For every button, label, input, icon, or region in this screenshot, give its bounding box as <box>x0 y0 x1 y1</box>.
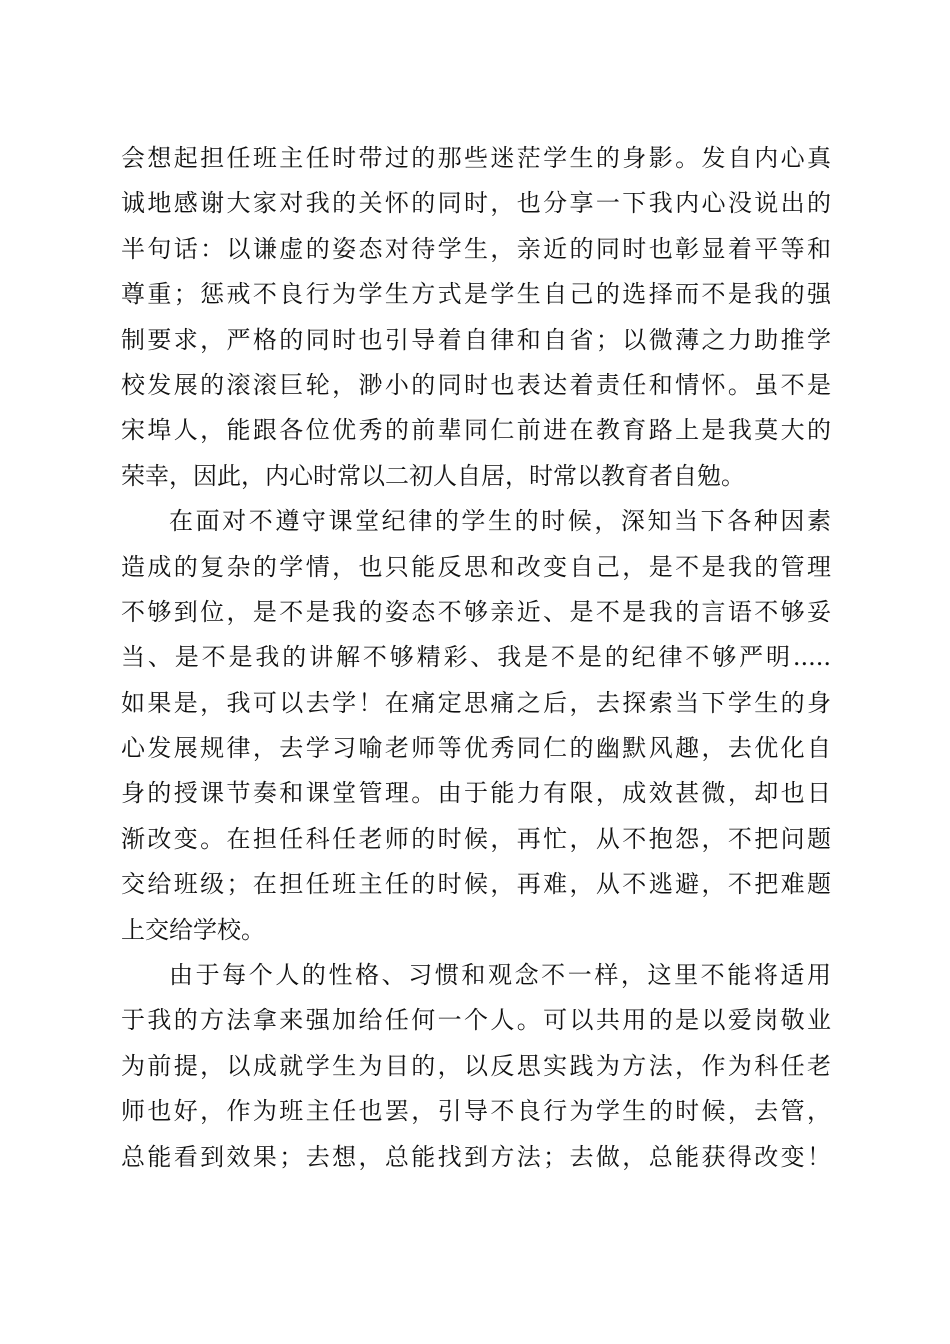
text-line: 由于每个人的性格、习惯和观念不一样，这里不能将适用 <box>169 961 831 990</box>
text-line: 不够到位，是不是我的姿态不够亲近、是不是我的言语不够妥 <box>121 597 831 626</box>
text-line: 总能看到效果；去想，总能找到方法；去做，总能获得改变！ <box>121 1142 831 1171</box>
text-line: 会想起担任班主任时带过的那些迷茫学生的身影。发自内心真 <box>121 144 831 172</box>
text-line: 荣幸，因此，内心时常以二初人自居，时常以教育者自勉。 <box>121 461 745 490</box>
text-line: 宋埠人，能跟各位优秀的前辈同仁前进在教育路上是我莫大的 <box>121 416 831 445</box>
body-text <box>121 136 831 1180</box>
text-line: 造成的复杂的学情，也只能反思和改变自己，是不是我的管理 <box>121 552 831 581</box>
paragraph-3 <box>121 953 831 1180</box>
paragraph-1 <box>121 136 831 499</box>
text-line: 制要求，严格的同时也引导着自律和自省；以微薄之力助推学 <box>121 325 831 354</box>
text-line: 于我的方法拿来强加给任何一个人。可以共用的是以爱岗敬业 <box>121 1006 831 1035</box>
text-line: 在面对不遵守课堂纪律的学生的时候，深知当下各种因素 <box>169 507 831 536</box>
paragraph-2 <box>121 499 831 953</box>
text-line: 如果是，我可以去学！在痛定思痛之后，去探索当下学生的身 <box>121 688 831 717</box>
text-line: 当、是不是我的讲解不够精彩、我是不是的纪律不够严明..... <box>121 643 831 672</box>
text-line: 为前提，以成就学生为目的，以反思实践为方法，作为科任老 <box>121 1051 831 1080</box>
text-line: 师也好，作为班主任也罢，引导不良行为学生的时候，去管， <box>121 1097 831 1126</box>
text-line: 交给班级；在担任班主任的时候，再难，从不逃避，不把难题 <box>121 870 831 899</box>
text-line: 尊重；惩戒不良行为学生方式是学生自己的选择而不是我的强 <box>121 280 831 309</box>
text-line: 上交给学校。 <box>121 915 265 944</box>
text-line: 校发展的滚滚巨轮，渺小的同时也表达着责任和情怀。虽不是 <box>121 370 831 399</box>
text-line: 渐改变。在担任科任老师的时候，再忙，从不抱怨，不把问题 <box>121 824 831 853</box>
text-line: 心发展规律，去学习喻老师等优秀同仁的幽默风趣，去优化自 <box>121 734 831 763</box>
text-line: 半句话：以谦虚的姿态对待学生，亲近的同时也彰显着平等和 <box>121 234 831 263</box>
text-line: 身的授课节奏和课堂管理。由于能力有限，成效甚微，却也日 <box>121 779 831 808</box>
text-line: 诚地感谢大家对我的关怀的同时，也分享一下我内心没说出的 <box>121 189 831 218</box>
